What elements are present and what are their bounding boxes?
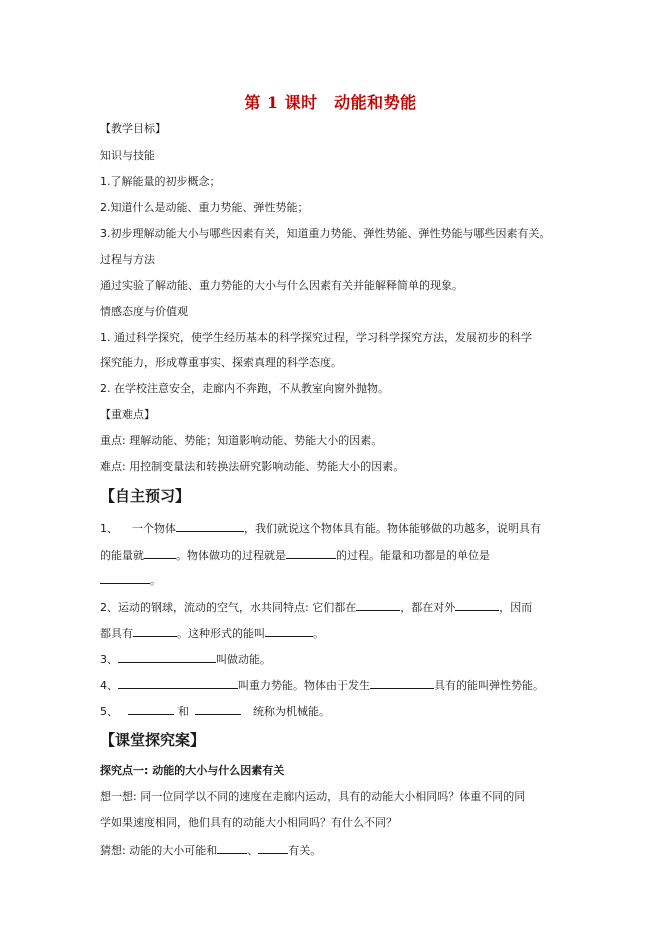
q3-number: 3、 — [100, 653, 118, 666]
q2-blank-2[interactable] — [455, 599, 499, 611]
guess-text-b: 、 — [247, 844, 259, 857]
preview-heading: 【自主预习】 — [100, 487, 191, 505]
guess-blank-1[interactable] — [217, 842, 247, 854]
explore-point-1-title: 探究点一: 动能的大小与什么因素有关 — [100, 764, 285, 777]
guess-blank-2[interactable] — [258, 842, 288, 854]
q5-text-b: 统称为机械能。 — [253, 705, 330, 718]
knowledge-heading: 知识与技能 — [100, 149, 155, 162]
q4-text-b: 具有的能叫弹性势能。 — [434, 679, 544, 692]
q1-blank-3[interactable] — [286, 547, 336, 559]
preview-q1-line-3 — [100, 572, 161, 588]
preview-q3 — [100, 651, 271, 667]
emotion-heading: 情感态度与价值观 — [100, 305, 188, 318]
process-text: 通过实验了解动能、重力势能的大小与什么因素有关并能解释简单的现象。 — [100, 279, 463, 292]
q2-blank-3[interactable] — [133, 625, 177, 637]
preview-q5 — [100, 703, 330, 719]
think-line-2: 学如果速度相同，他们具有的动能大小相同吗？有什么不同？ — [100, 816, 397, 829]
q2-blank-1[interactable] — [356, 599, 400, 611]
key-point: 重点: 理解动能、势能；知道影响动能、势能大小的因素。 — [100, 434, 383, 447]
difficult-point: 难点: 用控制变量法和转换法研究影响动能、势能大小的因素。 — [100, 460, 405, 473]
lesson-title: 第 1 课时 动能和势能 — [244, 93, 417, 112]
q1-blank-1[interactable] — [176, 520, 244, 532]
q1-number: 1、 — [100, 522, 118, 535]
q1-text-d: 。物体做功的过程就是 — [176, 549, 286, 562]
q2-text-e: 。这种形式的能叫 — [177, 627, 265, 640]
q1-text-e: 的过程。能量和功都是的单位是 — [336, 549, 490, 562]
think-line-1: 想一想: 同一位同学以不同的速度在走廊内运动，具有的动能大小相同吗？体重不同的同 — [100, 790, 526, 803]
q2-text-b: ，都在对外 — [400, 601, 456, 614]
q4-blank-2[interactable] — [370, 677, 434, 689]
guess-text-a: 猜想: 动能的大小可能和 — [100, 844, 218, 857]
q2-text-a: 2、运动的钢球，流动的空气，水共同特点: 它们都在 — [100, 601, 357, 614]
q5-blank-1[interactable] — [128, 703, 174, 715]
key-points-heading: 【重难点】 — [100, 408, 155, 421]
q1-blank-4[interactable] — [100, 572, 150, 584]
preview-q1-line-2 — [100, 547, 490, 563]
q1-blank-2[interactable] — [144, 547, 176, 559]
q2-blank-4[interactable] — [265, 625, 313, 637]
q5-number: 5、 — [100, 705, 118, 718]
guess-line — [100, 842, 321, 858]
preview-q4 — [100, 677, 544, 693]
preview-q2-line-2 — [100, 625, 324, 641]
process-heading: 过程与方法 — [100, 253, 155, 266]
q2-text-d: 都具有 — [100, 627, 133, 640]
q1-text-c: 的能量就 — [100, 549, 144, 562]
emotion-item-1-line-1: 1. 通过科学探究，使学生经历基本的科学探究过程，学习科学探究方法，发展初步的科学 — [100, 331, 532, 344]
q4-text-a: 叫重力势能。物体由于发生 — [238, 679, 370, 692]
q1-text-f: 。 — [150, 574, 161, 587]
q3-blank-1[interactable] — [118, 651, 216, 663]
preview-q2-line-1 — [100, 599, 532, 615]
classroom-heading: 【课堂探究案】 — [100, 731, 206, 749]
q1-text-b: ，我们就说这个物体具有能。物体能够做的功越多，说明具有 — [244, 522, 541, 535]
knowledge-item-2: 2.知道什么是动能、重力势能、弹性势能； — [100, 201, 309, 214]
emotion-item-2: 2. 在学校注意安全，走廊内不奔跑，不从教室向窗外抛物。 — [100, 382, 389, 395]
guess-text-c: 有关。 — [288, 844, 322, 857]
objectives-heading: 【教学目标】 — [100, 122, 166, 135]
q2-text-f: 。 — [313, 627, 324, 640]
q5-blank-2[interactable] — [195, 703, 241, 715]
q4-blank-1[interactable] — [118, 677, 238, 689]
emotion-item-1-line-2: 探究能力，形成尊重事实、探索真理的科学态度。 — [100, 356, 342, 369]
q5-text-a: 和 — [178, 705, 189, 718]
q1-text-a: 一个物体 — [132, 522, 176, 535]
preview-q1-line-1 — [100, 520, 541, 536]
q3-text-a: 叫做动能。 — [216, 653, 271, 666]
knowledge-item-1: 1.了解能量的初步概念； — [100, 175, 221, 188]
q2-text-c: ，因而 — [499, 601, 533, 614]
q4-number: 4、 — [100, 679, 118, 692]
knowledge-item-3: 3.初步理解动能大小与哪些因素有关，知道重力势能、弹性势能、弹性势能与哪些因素有关。 — [100, 227, 551, 240]
